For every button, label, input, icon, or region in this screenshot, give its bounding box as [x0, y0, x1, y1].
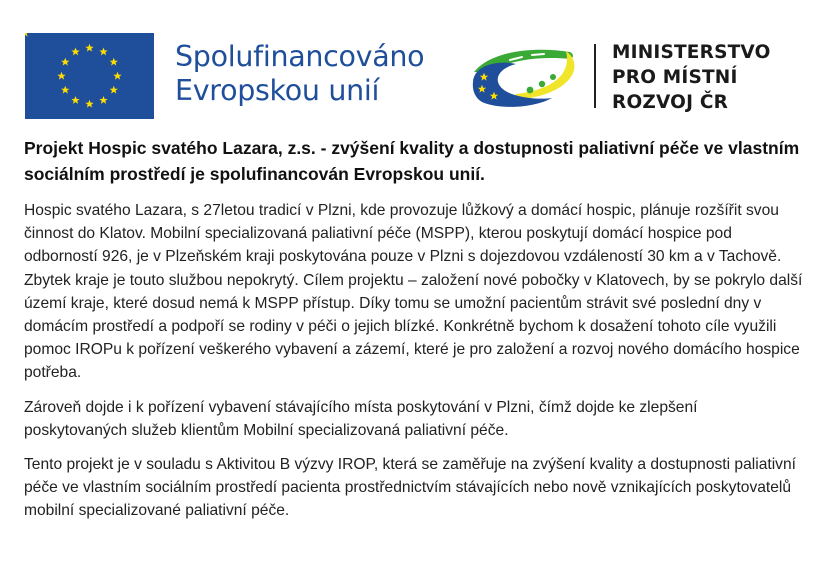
ministry-text-line1: MINISTERSTVO [612, 42, 771, 63]
document-title: Projekt Hospic svatého Lazara, z.s. - zvýšení kvality a dostupnosti paliativní péče ve vlastním sociálním prostředí je spolufinancován Evropskou unií. [24, 138, 800, 184]
document-body [24, 136, 804, 534]
paragraph-equipment: Zároveň dojde i k pořízení vybavení stávajícího místa poskytování v Plzni, čímž dojde ke zlepšení poskytovaných služeb klientům Mobilní specializovaná paliativní péče. [24, 398, 698, 439]
eu-cofinanced-label [175, 40, 424, 108]
ministry-label [612, 40, 771, 115]
eu-text-line2: Evropskou unií [175, 74, 380, 107]
ministry-text-line2: PRO MÍSTNÍ [612, 67, 738, 88]
eu-text-line1: Spolufinancováno [175, 40, 425, 73]
ministry-emblem-icon [470, 42, 582, 112]
ministry-text-line3: ROZVOJ ČR [612, 92, 729, 113]
paragraph-intro: Hospic svatého Lazara, s 27letou tradicí v Plzni, kde provozuje lůžkový a domácí hospic, plánuje rozšířit svou činnost do Klatov. Mobilní specializovaná paliativní péče (MSPP), kterou poskytují domácí hospice pod odborností 926, je v Plzeňském kraji poskytována pouze v Plzni s dojezdovou vzdáleností 30 km a v Tachově. Zbytek kraje je touto službou nepokrytý. Cílem projektu – založení nové pobočky v Klatovech, by se pokrylo další území kraje, které dosud nemá k MSPP přístup. Díky tomu se umožní pacientům strávit své poslední dny v domácím prostředí a podpoří se rodiny v péči o jejich blízké. Konkrétně bychom k dosažení tohoto cíle využili pomoc IROPu k pořízení veškerého vybavení a zázemí, které je pro založení a rozvoj nového domácího hospice potřeba. [24, 202, 803, 382]
paragraph-irop: Tento projekt je v souladu s Aktivitou B výzvy IROP, která se zaměřuje na zvýšení kvality a dostupnosti paliativní péče ve vlastním sociálním prostředí pacienta prostřednictvím stávajících nebo nově vznikajících poskytovatelů mobilní specializované paliativní péče. [24, 456, 796, 520]
logo-divider [594, 44, 596, 108]
logo-header [0, 0, 825, 130]
eu-flag-icon [25, 33, 154, 119]
